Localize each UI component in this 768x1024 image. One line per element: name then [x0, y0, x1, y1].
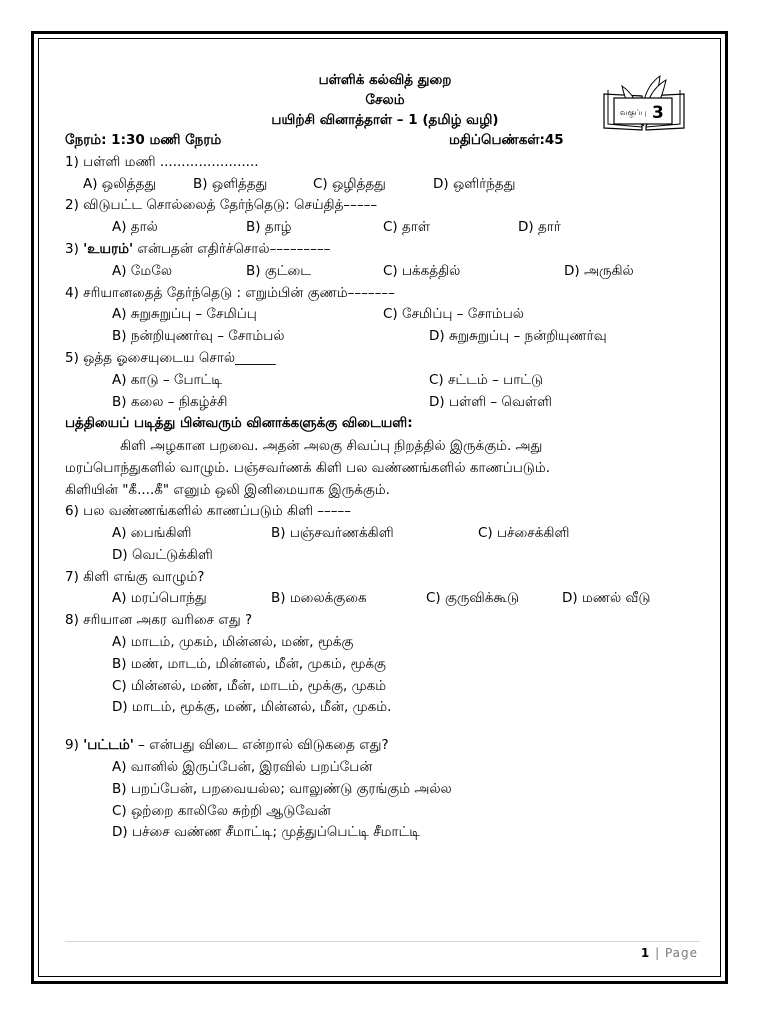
passage-text: [65, 435, 705, 501]
q4-option-c: C) சேமிப்பு – சோம்பல்: [383, 306, 524, 323]
question-paper: [65, 70, 705, 844]
question-4: 4) சரியானதைத் தேர்ந்தெடு : எறும்பின் குணம்–––––––: [65, 284, 395, 301]
q9-option-a: A) வானில் இருப்பேன், இரவில் பறப்பேன்: [112, 758, 373, 775]
time-label: நேரம்: 1:30 மணி நேரம்: [65, 132, 222, 148]
q6-option-a: A) பைங்கிளி: [112, 524, 192, 541]
question-6: 6) பல வண்ணங்களில் காணப்படும் கிளி –––––: [65, 503, 352, 520]
q9-prefix: 9): [65, 737, 84, 754]
question-5-options-row1: [65, 370, 705, 392]
q9-option-d: D) பச்சை வண்ண சீமாட்டி; முத்துப்பெட்டி சீமாட்டி: [112, 824, 421, 841]
department-title: பள்ளிக் கல்வித் துறை: [318, 72, 452, 88]
spacer: [65, 719, 705, 735]
q8-option-a: A) மாடம், முகம், மின்னல், மண், மூக்கு: [112, 633, 354, 650]
logo-number: 3: [652, 103, 664, 123]
passage-line-2: மரப்பொந்துகளில் வாழும். பஞ்சவர்ணக் கிளி பல வண்ணங்களில் காணப்படும்.: [65, 460, 550, 477]
question-3-options: [65, 261, 705, 283]
question-2-options: [65, 217, 705, 239]
question-9: [65, 735, 705, 757]
q2-option-b: B) தாழ்: [246, 219, 292, 236]
question-1-options: [65, 174, 705, 196]
question-6-options-row1: [65, 523, 705, 545]
q6-option-c: C) பச்சைக்கிளி: [478, 524, 570, 541]
q8-option-b: B) மண், மாடம், மின்னல், மீன், முகம், மூக்கு: [112, 655, 386, 672]
q5-option-c: C) சட்டம் – பாட்டு: [429, 371, 544, 388]
page-separator: |: [650, 946, 665, 960]
passage-line-3: கிளியின் "கீ....கீ" எனும் ஒலி இனிமையாக இருக்கும்.: [65, 482, 390, 499]
q9-option-b: B) பறப்பேன், பறவையல்ல; வாலுண்டு குரங்கும் அல்ல: [112, 780, 452, 797]
q3-option-a: A) மேலே: [112, 262, 173, 279]
question-7: 7) கிளி எங்கு வாழும்?: [65, 568, 205, 585]
q8-option-d: D) மாடம், மூக்கு, மண், மின்னல், மீன், முகம்.: [112, 699, 392, 716]
marks-label: மதிப்பெண்கள்:45: [449, 132, 564, 148]
q1-option-c: C) ஒழித்தது: [313, 175, 386, 192]
q1-option-b: B) ஒளித்தது: [193, 175, 268, 192]
q3-keyword: 'உயரம்': [83, 240, 134, 257]
q6-option-b: B) பஞ்சவர்ணக்கிளி: [271, 524, 394, 541]
question-4-options-row2: [65, 326, 705, 348]
question-5-options-row2: [65, 392, 705, 414]
q7-option-c: C) குருவிக்கூடு: [426, 590, 519, 607]
q4-option-a: A) சுறுசுறுப்பு – சேமிப்பு: [112, 306, 257, 323]
page-number: 1: [640, 946, 651, 960]
q5-option-b: B) கலை – நிகழ்ச்சி: [112, 393, 228, 410]
district-title: சேலம்: [365, 92, 405, 108]
q4-option-d: D) சுறுசுறுப்பு – நன்றியுணர்வு: [429, 328, 607, 345]
question-8: 8) சரியான அகர வரிசை எது ?: [65, 612, 253, 629]
q3-option-d: D) அருகில்: [564, 262, 634, 279]
question-3: [65, 239, 705, 261]
question-4-options-row1: [65, 304, 705, 326]
q7-option-d: D) மணல் வீடு: [562, 590, 651, 607]
q1-option-a: A) ஒலித்தது: [83, 175, 157, 192]
q6-option-d: D) வெட்டுக்கிளி: [112, 546, 213, 563]
passage-heading: பத்தியைப் படித்து பின்வரும் வினாக்களுக்கு விடையளி:: [65, 415, 413, 432]
logo-label: வகுப்பு: [620, 108, 647, 117]
question-7-options: [65, 588, 705, 610]
q2-option-d: D) தார்: [518, 219, 561, 236]
q8-option-c: C) மின்னல், மண், மீன், மாடம், மூக்கு, முகம்: [112, 677, 387, 694]
q9-rest: – என்பது விடை என்றால் விடுகதை எது?: [133, 737, 389, 754]
q4-option-b: B) நன்றியுணர்வு – சோம்பல்: [112, 328, 285, 345]
q9-option-c: C) ஒற்றை காலிலே சுற்றி ஆடுவேன்: [112, 802, 331, 819]
q2-option-a: A) தால்: [112, 219, 158, 236]
q7-option-b: B) மலைக்குகை: [271, 590, 367, 607]
q2-option-c: C) தாள்: [383, 219, 431, 236]
paper-title: பயிற்சி வினாத்தாள் – 1 (தமிழ் வழி): [271, 112, 499, 128]
q3-prefix: 3): [65, 240, 84, 257]
q3-option-b: B) குட்டை: [246, 262, 312, 279]
q5-option-d: D) பள்ளி – வெள்ளி: [429, 393, 552, 410]
passage-line-1: கிளி அழகான பறவை. அதன் அலகு சிவப்பு நிறத்தில் இருக்கும். அது: [120, 438, 543, 455]
q1-option-d: D) ஒளிர்ந்தது: [433, 175, 516, 192]
q9-keyword: 'பட்டம்': [83, 737, 134, 754]
time-marks-row: [65, 130, 705, 152]
q3-option-c: C) பக்கத்தில்: [383, 262, 461, 279]
question-2: 2) விடுபட்ட சொல்லைத் தேர்ந்தெடு: செய்தித்–––––: [65, 197, 378, 214]
q3-rest: என்பதன் எதிர்ச்சொல்–––––––––: [133, 240, 331, 257]
q5-option-a: A) காடு – போட்டி: [112, 371, 223, 388]
page-footer: [641, 946, 698, 960]
question-6-options-row2: [65, 545, 705, 567]
footer-divider: [65, 941, 700, 942]
question-5: 5) ஒத்த ஓசையுடைய சொல்______: [65, 349, 276, 366]
q7-option-a: A) மரப்பொந்து: [112, 590, 207, 607]
question-1: 1) பள்ளி மணி .......................: [65, 153, 259, 170]
page-label: Page: [664, 946, 698, 960]
